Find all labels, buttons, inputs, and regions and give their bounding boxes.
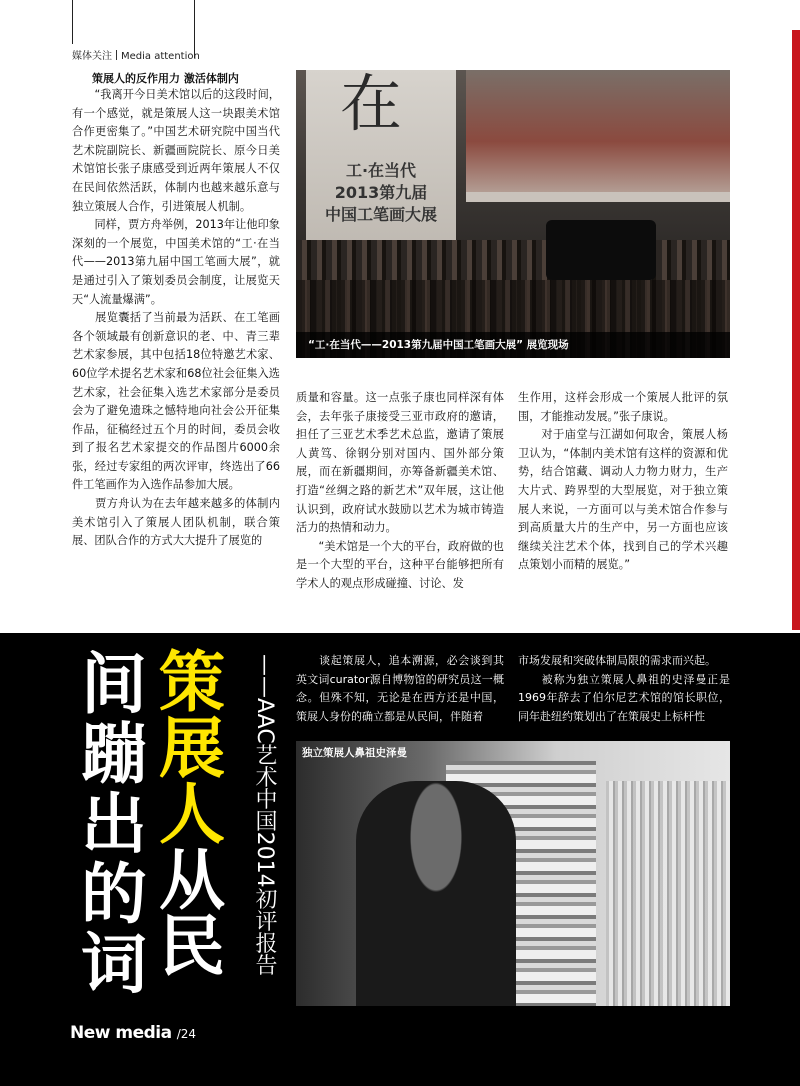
paragraph: 被称为独立策展人鼻祖的史泽曼正是1969年辞去了伯尔尼艺术馆的馆长职位，同年赴纽约策划出了在策展史上标杆性 [518,672,730,723]
section-label-cn: 媒体关注 [72,51,112,62]
curator-photo-caption: 独立策展人鼻祖史泽曼 [302,747,407,759]
footer-brand: New media [70,1023,172,1043]
article-column-3 [518,389,728,575]
feature-title-col-2 [152,644,232,985]
article-column-1 [72,86,280,551]
sign-big-char: 在 [340,70,403,140]
paragraph: 展览囊括了当前最为活跃、在工笔画各个领域最有创新意识的老、中、青三辈艺术家参展，其中包括18位特邀艺术家、60位学术提名艺术家和68位社会征集入选艺术家，社会征集入选艺术家部分是委员会为了避免遗珠之憾特地向社会公开征集作品，征稿经过五个月的时间，委员会收到了报名艺术家提交的作品图片6000余张，经过专家组的两次评审，终选出了66件工笔画作为入选作品参加大展。 [72,311,280,492]
exhibition-photo [296,70,730,358]
title-char: 出 [81,786,147,863]
page-number: /24 [176,1027,196,1041]
feature-title-col-1 [74,646,154,1003]
photo-bookshelves-right [606,781,730,1006]
photo-balcony-rail [466,192,730,202]
article-subhead: 策展人的反作用力 激活体制内 [92,72,239,85]
title-char-highlight: 人 [159,776,225,853]
title-char: 的 [81,856,147,933]
section-label-en: Media attention [121,51,200,62]
title-char-highlight: 展 [159,710,225,787]
paragraph: 谈起策展人，追本溯源，必会谈到其英文词curator源自博物馆的研究员这一概念。但殊不知，无论是在西方还是中国，策展人身份的确立都是从民间，伴随着 [296,654,504,723]
paragraph: 对于庙堂与江湖如何取舍，策展人杨卫认为，“体制内美术馆有这样的资源和优势，结合馆藏、调动人力物力财力，生产大片式、跨界型的大型展览，对于独立策展人来说，一方面可以与美术馆合作参与到高质量大片的生产中，另一方面也应该继续关注艺术个体，找到自己的学术兴趣点策划小而精的展览。” [518,428,728,572]
title-char: 民 [159,908,225,985]
photo-caption: “工·在当代——2013第九届中国工笔画大展” 展览现场 [296,332,730,358]
title-char: 蹦 [81,716,147,793]
feature-subtitle: ——AAC艺术中国2014初评报告 [252,654,277,976]
sign-line-2: 2013第九届 [334,183,428,202]
page-footer [70,1023,196,1043]
paragraph: “我离开今日美术馆以后的这段时间，有一个感觉，就是策展人这一块跟美术馆合作更密集了。”中国艺术研究院中国当代艺术院副院长、新疆画院院长、原今日美术馆馆长张子康感受到近两年策展人不仅在民间依然活跃，体制内也越来越乐意与独立策展人合作，引进策展人机制。 [72,88,280,213]
curator-photo [296,741,730,1006]
paragraph: 同样，贾方舟举例，2013年让他印象深刻的一个展览，中国美术馆的“工·在当代——2013第九届中国工笔画大展”，就是通过引入了策划委员会制度，让展览天天“人流量爆满”。 [72,218,280,306]
photo-balcony-crowd [466,70,730,200]
photo-tv-camera [546,220,656,280]
section-label [72,47,200,62]
title-char: 词 [81,926,147,1003]
photo-portrait [356,781,516,1006]
title-char: 从 [159,842,225,919]
paragraph: 贾方舟认为在去年越来越多的体制内美术馆引入了策展人团队机制，联合策展、团队合作的方式大大提升了展览的 [72,497,280,548]
paragraph: “美术馆是一个大的平台，政府做的也是一个大型的平台，这种平台能够把所有学术人的观点形成碰撞、讨论、发 [296,539,504,590]
title-char-highlight: 策 [159,644,225,721]
feature-column-2 [518,652,730,726]
paragraph: 质量和容量。这一点张子康也同样深有体会，去年张子康接受三亚市政府的邀请，担任了三亚艺术季艺术总监，邀请了策展人黄笃、徐钢分别对国内、国外部分策展，而在新疆期间，亦筹备新疆美术馆、打造“丝绸之路的新艺术”双年展，这让他认识到，政府试水鼓励以艺术为城市铸造活力的热情和动力。 [296,391,504,535]
accent-bar [792,30,800,630]
feature-column-1 [296,652,504,726]
section-label-divider [116,50,117,60]
sign-line-1: 工·在当代 [345,161,417,180]
title-char: 间 [81,646,147,723]
sign-line-3: 中国工笔画大展 [324,205,437,224]
paragraph: 市场发展和突破体制局限的需求而兴起。 [518,654,716,667]
header-rule-left [72,0,73,44]
article-column-2 [296,389,504,594]
paragraph: 生作用，这样会形成一个策展人批评的氛围，才能推动发展。”张子康说。 [518,391,728,423]
